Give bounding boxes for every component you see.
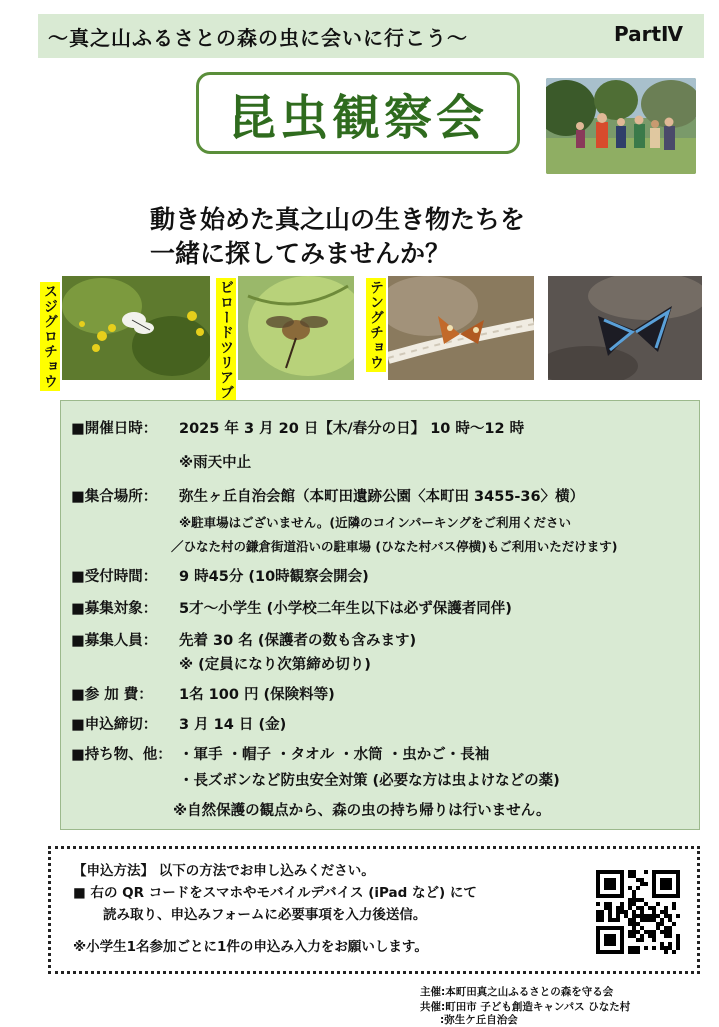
place-row [71,485,584,506]
target-value: 5才〜小学生 (小学校二年生以下は必ず保護者同伴) [179,601,512,617]
target-row [71,597,512,618]
parking-note-1: ※駐車場はございません。(近隣のコインパーキングをご利用ください [179,515,571,530]
date-label: ■開催日時： [71,421,158,437]
apply-method: 【申込方法】 以下の方法でお申し込みください。 [73,863,375,879]
reception-value: 9 時45分 (10時観察会開会) [179,569,369,585]
rain-note: ※雨天中止 [179,455,252,471]
fee-label: ■参 加 費： [71,687,153,703]
items-value-1: ・軍手 ・帽子 ・タオル ・水筒 ・虫かご・長袖 [179,747,490,763]
series-part: PartⅣ [614,22,684,46]
deadline-label: ■申込締切： [71,717,158,733]
organizer-cohost-2: :弥生ケ丘自治会 [440,1014,518,1026]
insect-label-tengu: テングチョウ [368,280,384,370]
reception-row [71,565,369,586]
place-value: 弥生ヶ丘自治会館（本町田遺跡公園〈本町田 3455-36〉横） [179,489,585,505]
items-label: ■持ち物、他： [71,747,172,763]
insect-label-birodo: ビロードツリアブ [218,280,234,400]
capacity-value: 先着 30 名 (保護者の数も含みます) [179,633,417,649]
photo-birodo [238,276,354,380]
capacity-row [71,629,416,650]
insect-label-sujiguro: スジグロチョウ [42,284,58,389]
target-label: ■募集対象： [71,601,158,617]
photo-sujiguro [62,276,210,380]
group-photo [546,78,696,174]
fee-row [71,683,335,704]
info-panel [60,400,700,830]
apply-note: ※小学生1名参加ごとに1件の申込み入力をお願いします。 [73,939,428,955]
capacity-label: ■募集人員： [71,633,158,649]
organizer-host: 主催:本町田真之山ふるさとの森を守る会 [420,986,614,998]
reception-label: ■受付時間： [71,569,158,585]
date-value: 2025 年 3 月 20 日【木/春分の日】 10 時〜12 時 [179,421,525,437]
event-title: 昆虫観察会 [227,89,488,146]
date-row [71,417,524,438]
fee-value: 1名 100 円 (保険料等) [179,687,335,703]
items-value-2: ・長ズボンなど防虫安全対策 (必要な方は虫よけなどの薬) [179,773,560,789]
conservation-note: ※自然保護の観点から、森の虫の持ち帰りは行いません。 [173,803,551,819]
apply-step-1: ■ 右の QR コードをスマホやモバイルデバイス (iPad など) にて [73,885,477,901]
photo-ruritateha [548,276,702,380]
tagline-line-1: 動き始めた真之山の生き物たちを [150,205,526,234]
deadline-value: 3 月 14 日 (金) [179,717,287,733]
items-row [71,743,489,764]
deadline-row [71,713,286,734]
place-label: ■集合場所： [71,489,158,505]
capacity-note: ※ (定員になり次第締め切り) [179,657,371,673]
tagline-line-2: 一緒に探してみませんか？ [150,239,451,268]
photo-tengu [388,276,534,380]
series-title: 〜真之山ふるさとの森の虫に会いに行こう〜 [48,26,468,50]
organizer-cohost-1: 共催:町田市 子ども創造キャンパス ひなた村 [420,1001,631,1013]
apply-step-2: 読み取り、申込みフォームに必要事項を入力後送信。 [103,907,427,923]
qr-code[interactable] [596,870,680,954]
parking-note-2: ／ひなた村の鎌倉街道沿いの駐車場 (ひなた村バス停横)もご利用いただけます) [171,539,618,554]
